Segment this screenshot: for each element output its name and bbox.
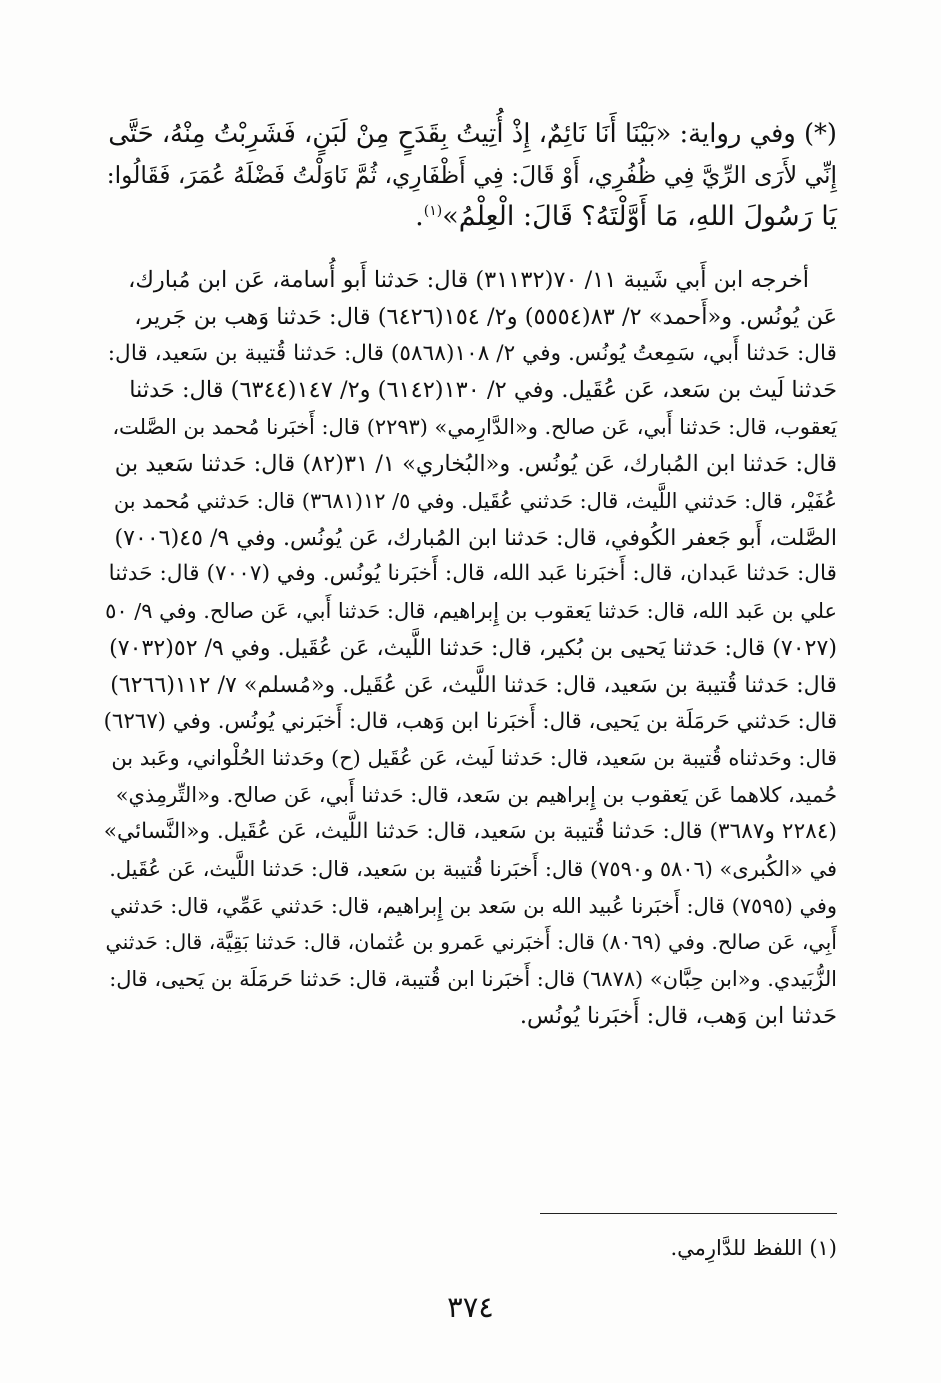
takhrij-line: أَبِي، عَن صالح. وفي (٨٠٦٩) قال: أَخبَرني عَمرو بن عُثمان، قال: حَدثنا بَقِيَّة، قال: حَدثني [105,930,837,955]
footnote-separator [540,1213,837,1214]
takhrij-line: قال: حَدثنا أَبي، سَمِعتُ يُونُس. وفي ٢/ ١٠٨(٥٨٦٨) قال: حَدثنا قُتيبة بن سَعيد، قال: [107,340,837,366]
hadith-line-text: يَا رَسُولَ اللهِ، مَا أَوَّلْتَهُ؟ قَالَ: الْعِلْمُ» [442,201,837,232]
takhrij-line: حَدثنا ابن وَهب، قال: أَخبَرنا يُونُس. [519,1002,837,1029]
takhrij-line: أخرجه ابن أَبي شَيبة ١١/ ٧٠(٣١١٣٢) قال: حَدثنا أَبو أُسامة، عَن ابن مُبارك، [128,267,809,293]
takhrij-line: حَدثنا لَيث بن سَعد، عَن عُقَيل. وفي ٢/ ١٣٠(٦١٤٢) و٢/ ١٤٧(٦٣٤٤) قال: حَدثنا [129,377,837,404]
takhrij-line: علي بن عَبد الله، قال: حَدثنا يَعقوب بن إِبراهيم، قال: حَدثنا أَبي، عَن صالح. وفي ٩/ ٥٠ [105,599,837,624]
takhrij-line: (٧٠٢٧) قال: حَدثنا يَحيى بن بُكير، قال: حَدثنا اللَّيث، عَن عُقَيل. وفي ٩/ ٥٢(٧٠٣٢) [109,634,837,661]
takhrij-line: حُميد، كلاهما عَن يَعقوب بن إِبراهيم بن سَعد، قال: حَدثنا أَبي، عَن صالح. و«التِّرمِذي» [115,783,837,808]
hadith-line: إِنِّي لأَرَى الرِّيَّ فِي ظُفُرِي، أَوْ قَالَ: فِي أَظْفَارِي، ثُمَّ نَاوَلْتُ فَضْلَهُ عُمَرَ، فَقَالُوا: [106,161,837,189]
takhrij-line: قال: حَدثنا عَبدان، قال: أَخبَرنا عَبد الله، قال: أَخبَرنا يُونُس. وفي (٧٠٠٧) قال: حَدثنا [108,561,837,587]
footnote-reference: (١) [423,203,443,219]
footnote: (١) اللفظ للدَّارِمي. [670,1236,837,1260]
takhrij-paragraph [105,262,837,1035]
takhrij-line: عَن يُونُس. و«أَحمد» ٢/ ٨٣(٥٥٥٤) و٢/ ١٥٤(٦٤٢٦) قال: حَدثنا وَهب بن جَرير، [134,303,837,330]
takhrij-line: الصَّلت، أَبو جَعفر الكُوفي، قال: حَدثنا ابن المُبارك، عَن يُونُس. وفي ٩/ ٤٥(٧٠٠٦) [114,524,837,551]
takhrij-line: يَعقوب، قال: حَدثنا أَبي، عَن صالح. و«الدَّارِمي» (٢٢٩٣) قال: أَخبَرنا مُحمد بن الصَّلت، [112,415,837,440]
takhrij-line: عُفَيْر، قال: حَدثني اللَّيث، قال: حَدثني عُقَيل. وفي ٥/ ١٢(٣٦٨١) قال: حَدثني مُحمد بن [113,488,837,513]
takhrij-line: قال: حَدثني حَرمَلَة بن يَحيى، قال: أَخبَرنا ابن وَهب، قال: أَخبَرني يُونُس. وفي (٦٢٦٧) [103,708,837,734]
takhrij-line: في «الكُبرى» (٥٨٠٦ و٧٥٩٠) قال: أَخبَرنا قُتيبة بن سَعيد، قال: حَدثنا اللَّيث، عَن عُقَيل. [109,856,837,881]
takhrij-line: الزُّبَيدي. و«ابن حِبَّان» (٦٨٧٨) قال: أَخبَرنا ابن قُتيبة، قال: حَدثنا حَرمَلَة بن يَحيى، قال: [109,967,837,992]
takhrij-line: قال: وحَدثناه قُتيبة بن سَعيد، قال: حَدثنا لَيث، عَن عُقَيل (ح) وحَدثنا الحُلْواني، وعَبد بن [111,746,837,771]
hadith-line: (*) وفي رواية: «بَيْنَا أَنَا نَائِمٌ، إِذْ أُتِيتُ بِقَدَحٍ مِنْ لَبَنٍ، فَشَرِبْتُ مِنْهُ، حَتَّى [108,119,837,149]
hadith-text [105,114,837,237]
page-number: ٣٧٤ [447,1290,494,1324]
hadith-end-mark: . [415,201,424,232]
takhrij-line: قال: حَدثنا ابن المُبارك، عَن يُونُس. و«البُخاري» ١/ ٣١(٨٢) قال: حَدثنا سَعيد بن [114,450,837,477]
takhrij-line: قال: حَدثنا قُتيبة بن سَعيد، قال: حَدثنا اللَّيث، عَن عُقَيل. و«مُسلم» ٧/ ١١٢(٦٢٦٦) [110,671,837,698]
takhrij-line: وفي (٧٥٩٥) قال: أَخبَرنا عُبيد الله بن سَعد بن إِبراهيم، قال: حَدثني عَمِّي، قال: حَدثني [110,893,837,918]
hadith-line [105,196,837,237]
takhrij-line: (٢٢٨٤ و٣٦٨٧) قال: حَدثنا قُتيبة بن سَعيد، قال: حَدثنا اللَّيث، عَن عُقَيل. و«النَّسائي» [103,818,837,844]
